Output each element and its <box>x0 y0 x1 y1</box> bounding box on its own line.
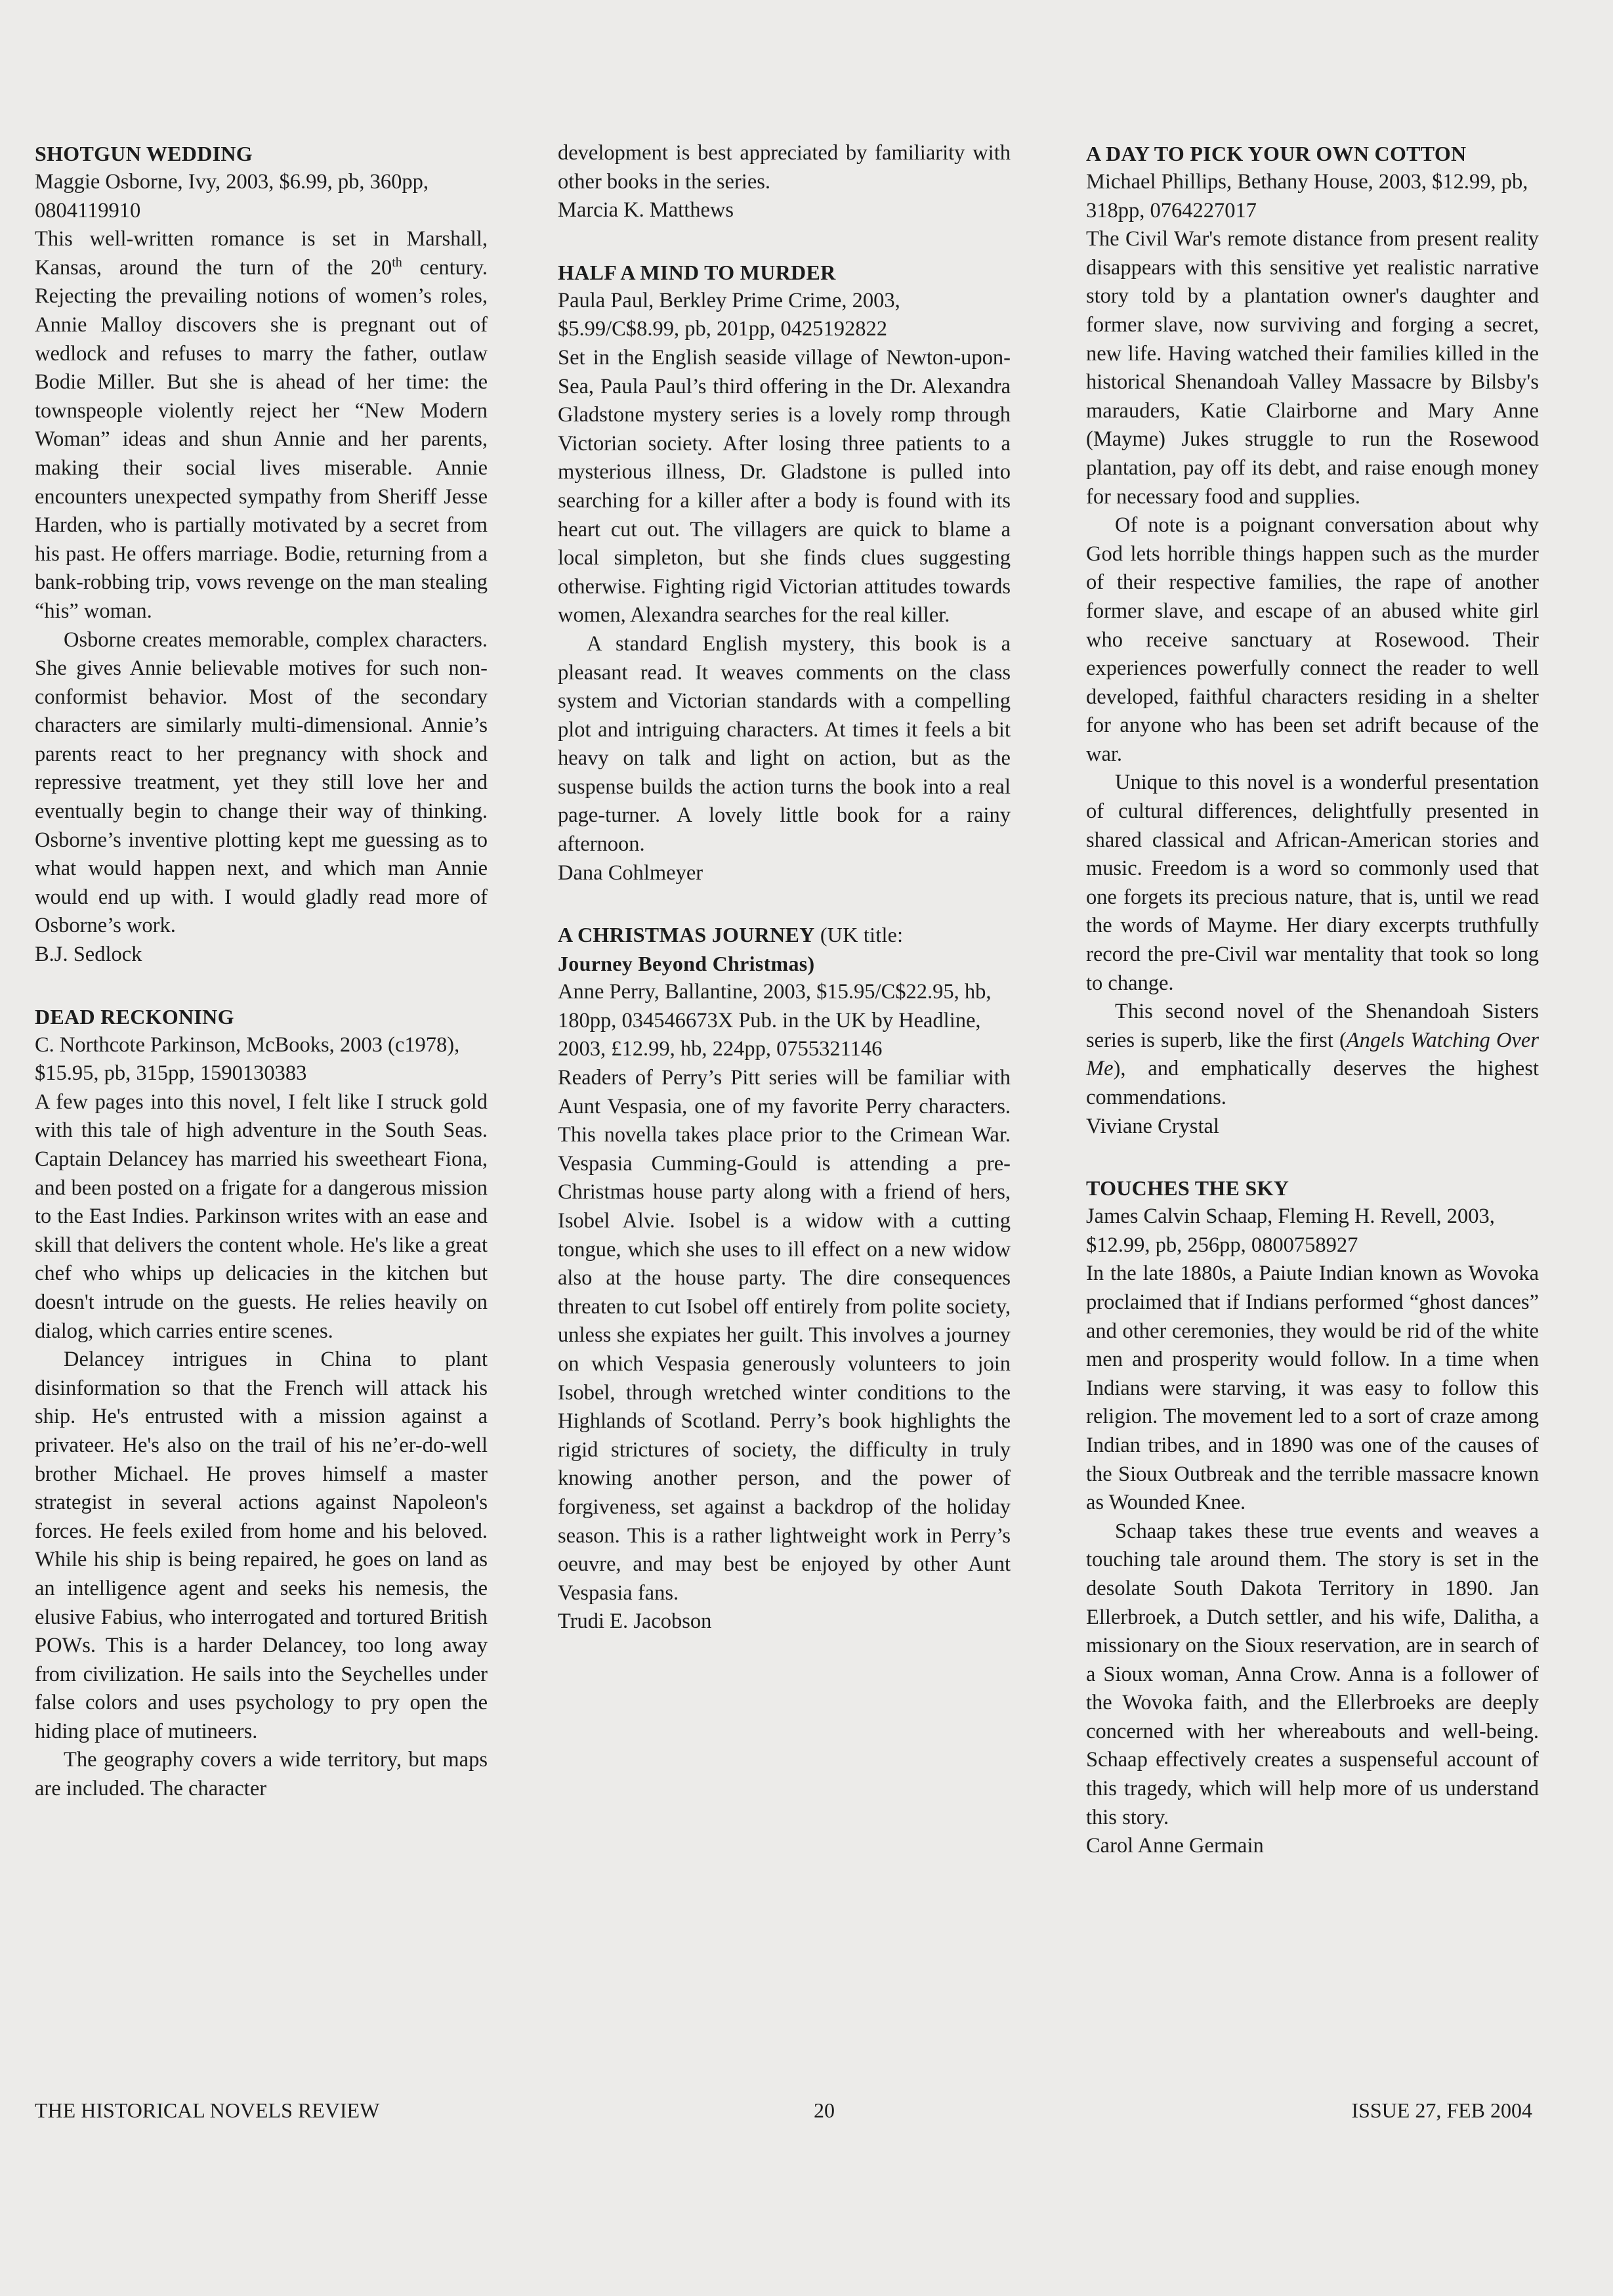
review-body <box>558 1064 1011 1607</box>
column-right <box>1086 139 1539 1861</box>
review-paragraph: Unique to this novel is a wonderful presentation of cultural differences, delightfully presented in shared classical and African-American stories and music. Freedom is a word so commonly used that one forgets its precious nature, that is, until we read the words of Mayme. Her diary excerpts truthfully record the pre-Civil war mentality that took so long to change. <box>1086 771 1539 995</box>
review-title: A CHRISTMAS JOURNEY (UK title: Journey Beyond Christmas) <box>558 923 904 976</box>
review-author: Carol Anne Germain <box>1086 1834 1264 1858</box>
review-half-a-mind-to-murder <box>558 258 1011 887</box>
review-body <box>1086 225 1539 1112</box>
review-paragraph: Readers of Perry’s Pitt series will be familiar with Aunt Vespasia, one of my favorite Perry characters. This novella takes place prior to the Crimean War. Vespasia Cumming-Gould is attending a pre-Christmas house party along with a friend of hers, Isobel Alvie. Isobel is a widow with a cutting tongue, which she uses to ill effect on a new widow also at the house party. The dire consequences threaten to cut Isobel off entirely from polite society, unless she expiates her guilt. This involves a journey on which Vespasia generously volunteers to join Isobel, through wretched winter conditions to the Highlands of Scotland. Perry’s book highlights the rigid strictures of society, the difficulty in truly knowing another person, and the power of forgiveness, set against a backdrop of the holiday season. This is a rather lightweight work in Perry’s oeuvre, and may best be enjoyed by other Aunt Vespasia fans. <box>558 1066 1011 1605</box>
review-title: DEAD RECKONING <box>35 1004 234 1029</box>
review-a-christmas-journey <box>558 920 1011 1636</box>
review-meta: C. Northcote Parkinson, McBooks, 2003 (c1978), $15.95, pb, 315pp, 1590130383 <box>35 1032 460 1086</box>
review-author: B.J. Sedlock <box>35 943 142 967</box>
column-middle <box>558 139 1011 1636</box>
footer-page-number: 20 <box>814 2098 835 2122</box>
review-paragraph: Of note is a poignant conversation about why God lets horrible things happen such as the murder of their respective families, the rape of another former slave, and escape of an abused white girl who receive sanctuary at Rosewood. Their experiences powerfully connect the reader to well developed, faithful characters residing in a shelter for anyone who has been set adrift because of the war. <box>1086 513 1539 766</box>
continued-text: development is best appreciated by familiarity with other books in the series. <box>558 141 1011 194</box>
review-title: A DAY TO PICK YOUR OWN COTTON <box>1086 142 1467 165</box>
review-dead-reckoning <box>35 1002 488 1804</box>
review-paragraph: In the late 1880s, a Paiute Indian known as Wovoka proclaimed that if Indians performed “ghost dances” and other ceremonies, they would be rid of the white men and prosperity would follow. In a time when Indians were starving, it was easy to follow this religion. The movement led to a sort of craze among Indian tribes, and in 1890 was one of the causes of the Sioux Outbreak and the terrible massacre known as Wounded Knee. <box>1086 1262 1539 1515</box>
review-paragraph: Delancey intrigues in China to plant disinformation so that the French will attack his ship. He's entrusted with a mission against a privateer. He's also on the trail of his ne’er-do-well brother Michael. He proves himself a master strategist in several actions against Napoleon's forces. He feels exiled from home and his beloved. While his ship is being repaired, he goes on land as an intelligence agent and seeks his nemesis, the elusive Fabius, who interrogated and tortured British POWs. This is a harder Delancey, too long away from civilization. He sails into the Seychelles under false colors and uses psychology to pry open the hiding place of mutineers. <box>35 1348 488 1743</box>
review-meta: Michael Phillips, Bethany House, 2003, $12.99, pb, 318pp, 0764227017 <box>1086 170 1528 223</box>
review-shotgun-wedding <box>35 139 488 969</box>
footer-publication: THE HISTORICAL NOVELS REVIEW <box>35 2098 380 2122</box>
review-paragraph: A few pages into this novel, I felt like I struck gold with this tale of high adventure in the South Seas. Captain Delancey has married his sweetheart Fiona, and been posted on a frigate for a dangerous mission to the East Indies. Parkinson writes with an ease and skill that delivers the content whole. He's like a great chef who whips up delicacies in the kitchen but doesn't intrude on the guests. He relies heavily on dialog, which carries entire scenes. <box>35 1090 488 1343</box>
review-a-day-to-pick-your-own-cotton <box>1086 139 1539 1141</box>
review-meta: Maggie Osborne, Ivy, 2003, $6.99, pb, 360pp, 0804119910 <box>35 170 429 223</box>
review-title: HALF A MIND TO MURDER <box>558 260 836 284</box>
review-body <box>35 225 488 941</box>
review-body <box>1086 1260 1539 1832</box>
review-author: Marcia K. Matthews <box>558 198 734 223</box>
footer-issue: ISSUE 27, FEB 2004 <box>1351 2098 1532 2122</box>
review-title: SHOTGUN WEDDING <box>35 142 253 165</box>
review-paragraph: The Civil War's remote distance from present reality disappears with this sensitive yet realistic narrative story told by a plantation owner's daughter and former slave, now surviving and forging a secret, new life. Having watched their families killed in the historical Shenandoah Valley Massacre by Bilsby's marauders, Katie Clairborne and Mary Anne (Mayme) Jukes struggle to run the Rosewood plantation, pay off its debt, and raise enough money for necessary food and supplies. <box>1086 227 1539 509</box>
review-paragraph: Set in the English seaside village of Newton-upon-Sea, Paula Paul’s third offering in the Dr. Alexandra Gladstone mystery series is a lovely romp through Victorian society. After losing three patients to a mysterious illness, Dr. Gladstone is pulled into searching for a killer after a body is found with its heart cut out. The villagers are quick to blame a local simpleton, but she finds clues suggesting otherwise. Fighting rigid Victorian attitudes towards women, Alexandra searches for the real killer. <box>558 345 1011 627</box>
review-author: Viviane Crystal <box>1086 1114 1219 1138</box>
review-author: Dana Cohlmeyer <box>558 861 703 885</box>
review-author: Trudi E. Jacobson <box>558 1609 712 1634</box>
review-body <box>35 1088 488 1804</box>
review-meta: Paula Paul, Berkley Prime Crime, 2003, $5.99/C$8.99, pb, 201pp, 0425192822 <box>558 288 900 341</box>
review-paragraph: A standard English mystery, this book is a pleasant read. It weaves comments on the class system and Victorian standards with a compelling plot and intriguing characters. At times it feels a bit heavy on talk and light on action, but as the suspense builds the action turns the book into a real page-turner. A lovely little book for a rainy afternoon. <box>558 631 1011 857</box>
review-paragraph: The geography covers a wide territory, but maps are included. The character <box>35 1748 488 1801</box>
review-meta: James Calvin Schaap, Fleming H. Revell, 2003, $12.99, pb, 256pp, 0800758927 <box>1086 1204 1495 1257</box>
review-paragraph: This well-written romance is set in Marshall, Kansas, around the turn of the 20th century. Rejecting the prevailing notions of women’s roles, Annie Malloy discovers she is pregnant out of wedlock and refuses to marry the father, outlaw Bodie Miller. But she is ahead of her time: the townspeople violently reject her “New Modern Woman” ideas and shun Annie and her parents, making their social lives miserable. Annie encounters unexpected sympathy from Sheriff Jesse Harden, who is partially motivated by a secret from his past. He offers marriage. Bodie, returning from a bank-robbing trip, vows revenge on the man stealing “his” woman. <box>35 227 488 623</box>
continued-review <box>558 139 1011 225</box>
review-meta: Anne Perry, Ballantine, 2003, $15.95/C$22.95, hb, 180pp, 034546673X Pub. in the UK by Headline, 2003, £12.99, hb, 224pp, 0755321146 <box>558 980 992 1061</box>
review-touches-the-sky <box>1086 1174 1539 1861</box>
review-title: TOUCHES THE SKY <box>1086 1176 1289 1201</box>
review-body <box>558 344 1011 859</box>
review-paragraph: This second novel of the Shenandoah Sisters series is superb, like the first (Angels Watching Over Me), and emphatically deserves the highest commendations. <box>1086 1000 1539 1109</box>
review-paragraph: Schaap takes these true events and weaves a touching tale around them. The story is set in the desolate South Dakota Territory in 1890. Jan Ellerbroek, a Dutch settler, and his wife, Dalitha, a missionary on the Sioux reservation, are in search of a Sioux woman, Anna Crow. Anna is a follower of the Wovoka faith, and the Ellerbroeks are deeply concerned with her whereabouts and well-being. Schaap effectively creates a suspenseful account of this tragedy, which will help more of us understand this story. <box>1086 1519 1539 1829</box>
review-paragraph: Osborne creates memorable, complex characters. She gives Annie believable motives for such non-conformist behavior. Most of the secondary characters are similarly multi-dimensional. Annie’s parents react to her pregnancy with shock and repressive treatment, yet they still love her and eventually begin to change their way of thinking. Osborne’s inventive plotting kept me guessing as to what would happen next, and which man Annie would end up with. I would gladly read more of Osborne’s work. <box>35 627 488 938</box>
column-left <box>35 139 488 1804</box>
